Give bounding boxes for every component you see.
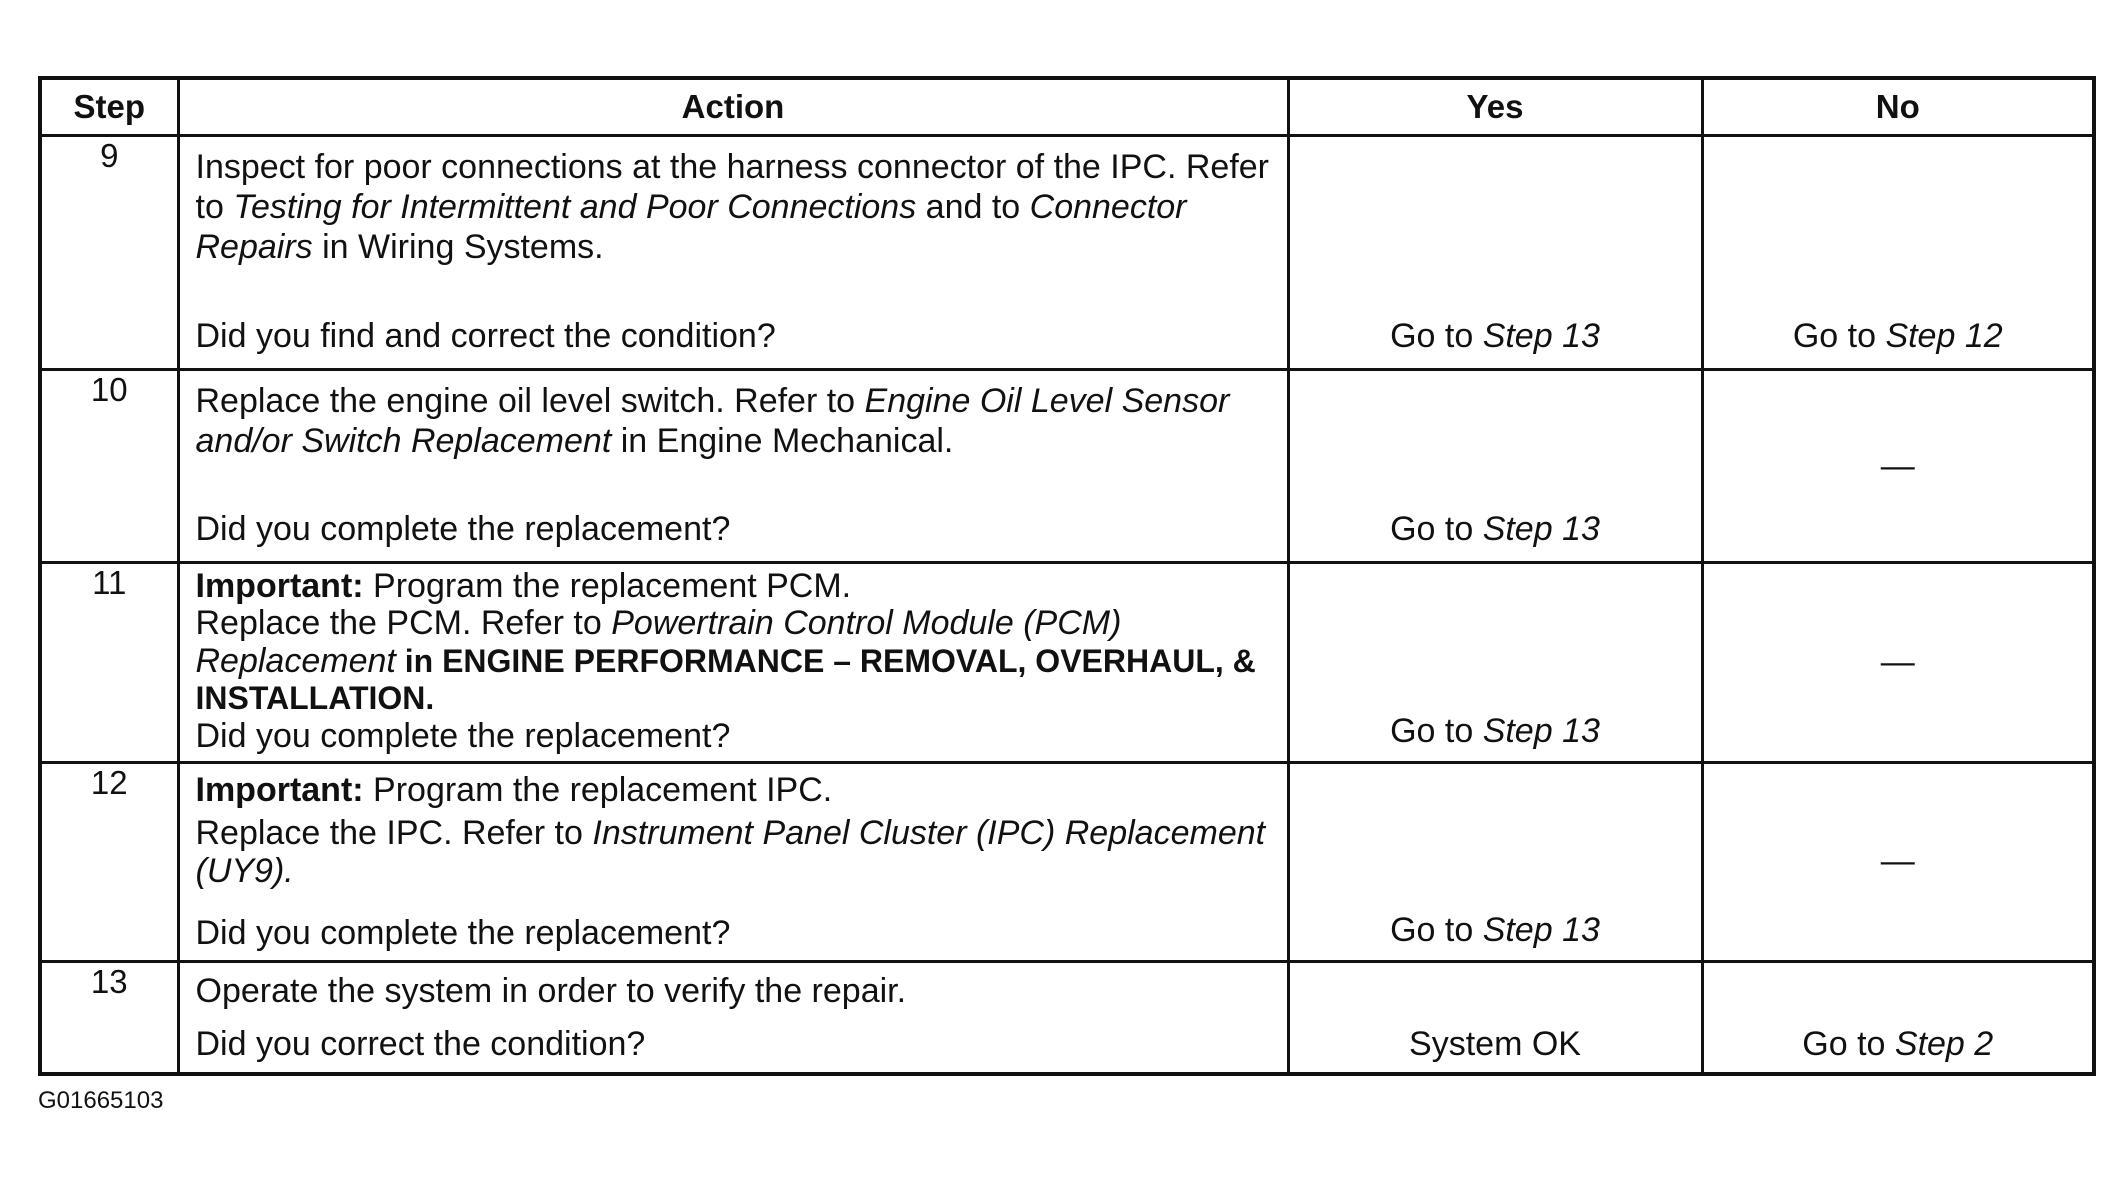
action-cell (178, 961, 1288, 1074)
action-instruction: Inspect for poor connections at the harness connector of the IPC. Refer to Testing for Intermittent and Poor Connections and to Connector Repairs in Wiring Systems. (195, 148, 1269, 267)
step-link: Step 2 (1894, 1025, 1994, 1064)
header-row (40, 78, 2094, 136)
no-cell: Go to Step 12 (1702, 136, 2094, 370)
doc-reference: Engine Oil Level Sensor and/or Switch Replacement (195, 382, 1230, 461)
no-cell (1702, 563, 2094, 763)
doc-reference: Testing for Intermittent and Poor Connections (233, 188, 917, 227)
action-question: Did you complete the replacement? (195, 509, 731, 548)
no-dash: — (1880, 642, 1915, 681)
step-link: Step 13 (1482, 910, 1600, 949)
table-row-step-12 (40, 762, 2094, 961)
diagnostic-table (38, 76, 2096, 1076)
action-cell (178, 563, 1288, 763)
action-cell (178, 762, 1288, 961)
table-row-step-10 (40, 370, 2094, 563)
action-question: Did you find and correct the condition? (195, 316, 776, 355)
action-instruction: Replace the engine oil level switch. Refer to Engine Oil Level Sensor and/or Switch Replacement in Engine Mechanical. (195, 382, 1230, 461)
action-question: Did you complete the replacement? (195, 913, 731, 952)
important-note: Important: Program the replacement PCM. (195, 567, 852, 605)
action-question: Did you complete the replacement? (195, 716, 731, 755)
header-step: Step (40, 78, 178, 136)
step-number: 9 (40, 136, 178, 370)
doc-reference: Powertrain Control Module (PCM) Replacement (195, 604, 1122, 680)
no-dash: — (1880, 446, 1915, 485)
step-link: Step 13 (1482, 317, 1600, 355)
table-row-step-13 (40, 961, 2094, 1074)
no-cell (1702, 370, 2094, 563)
header-action: Action (178, 78, 1288, 136)
table-row-step-9 (40, 136, 2094, 370)
yes-cell: Go to Step 13 (1288, 370, 1702, 563)
figure-id: G01665103 (38, 1087, 164, 1114)
doc-reference: Instrument Panel Cluster (IPC) Replacement (UY9). (195, 814, 1266, 890)
action-cell (178, 370, 1288, 563)
step-link: Step 13 (1482, 510, 1600, 548)
action-question: Did you correct the condition? (195, 1025, 646, 1064)
yes-cell: Go to Step 13 (1288, 762, 1702, 961)
no-cell: Go to Step 2 (1702, 961, 2094, 1074)
step-number: 11 (40, 563, 178, 763)
action-instruction: Operate the system in order to verify the repair. (195, 971, 907, 1010)
header-yes: Yes (1288, 78, 1702, 136)
table-row-step-11 (40, 563, 2094, 763)
yes-cell: Go to Step 13 (1288, 563, 1702, 763)
no-dash: — (1880, 842, 1915, 881)
system-ok-label: System OK (1409, 1025, 1581, 1064)
step-link: Step 13 (1482, 711, 1600, 750)
action-cell (178, 136, 1288, 370)
yes-cell (1288, 961, 1702, 1074)
action-instruction: Replace the PCM. Refer to Powertrain Control Module (PCM) Replacement in ENGINE PERFORMANCE – REMOVAL, OVERHAUL, & INSTALLATION. (195, 604, 1256, 717)
important-note: Important: Program the replacement IPC. (195, 770, 833, 809)
step-number: 12 (40, 762, 178, 961)
step-link: Step 12 (1885, 317, 2003, 355)
action-instruction: Replace the IPC. Refer to Instrument Panel Cluster (IPC) Replacement (UY9). (195, 814, 1266, 890)
no-cell (1702, 762, 2094, 961)
step-number: 13 (40, 961, 178, 1074)
header-no: No (1702, 78, 2094, 136)
doc-reference: Connector Repairs (195, 188, 1187, 267)
yes-cell: Go to Step 13 (1288, 136, 1702, 370)
step-number: 10 (40, 370, 178, 563)
